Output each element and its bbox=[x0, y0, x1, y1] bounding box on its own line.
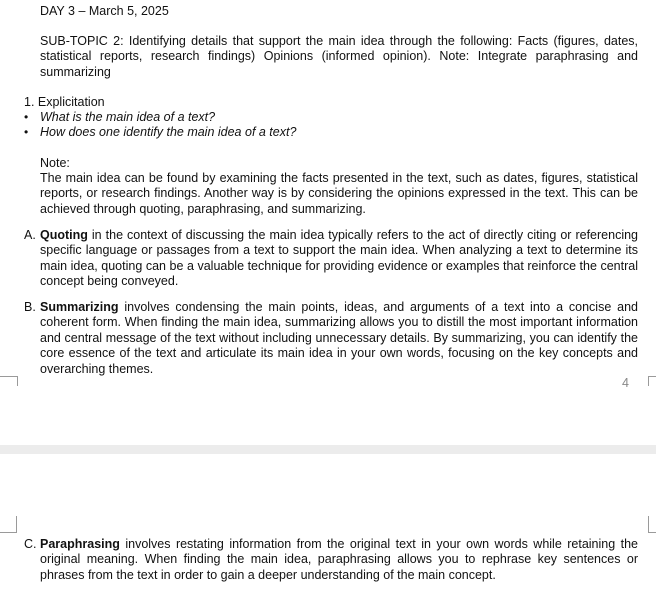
crop-mark bbox=[0, 516, 17, 533]
item-c-label: C. bbox=[24, 537, 37, 551]
question-item: What is the main idea of a text? bbox=[40, 110, 216, 124]
item-c-text: involves restating information from the original text in your own words while retaining the original meaning. When finding the main idea, paraphrasing allows you to rephrase key sentences or phrases from the text in order to gain a deeper understanding of the main concept. bbox=[40, 537, 638, 582]
item-b-term: Summarizing bbox=[40, 300, 119, 314]
note-label: Note: bbox=[40, 156, 70, 170]
crop-mark bbox=[648, 376, 656, 386]
day-heading: DAY 3 – March 5, 2025 bbox=[40, 4, 169, 18]
item-a-text: in the context of discussing the main idea typically refers to the act of directly citing or referencing specific language or passages from a text to support the main idea. When analyzing a text to determine its main idea, quoting can be a valuable technique for providing evidence or examples that reinforce the central concept being conveyed. bbox=[40, 228, 638, 289]
item-b-paragraph bbox=[40, 300, 638, 377]
section-heading: 1. Explicitation bbox=[24, 95, 105, 109]
document-page-5 bbox=[0, 454, 656, 605]
note-text: The main idea can be found by examining the facts presented in the text, such as dates, figures, statistical reports, or research findings. Another way is by considering the opinions expressed in the text. This can be achieved through quoting, paraphrasing, and summarizing. bbox=[40, 171, 638, 216]
page-separator bbox=[0, 445, 656, 454]
bullet-dot: • bbox=[24, 110, 29, 124]
item-b-label: B. bbox=[24, 300, 36, 314]
item-a-paragraph bbox=[40, 228, 638, 290]
item-c-paragraph bbox=[40, 537, 638, 583]
crop-mark bbox=[648, 516, 656, 533]
bullet-dot: • bbox=[24, 125, 29, 139]
item-a-term: Quoting bbox=[40, 228, 88, 242]
item-b-text: involves condensing the main points, ideas, and arguments of a text into a concise and coherent form. When finding the main idea, summarizing allows you to distill the most important information and central message of the text without including unnecessary details. By summarizing, you can identify the core essence of the text and articulate its main idea in your own words, focusing on the key concepts and overarching themes. bbox=[40, 300, 638, 376]
item-c-term: Paraphrasing bbox=[40, 537, 120, 551]
question-item: How does one identify the main idea of a text? bbox=[40, 125, 297, 139]
subtopic-heading: SUB-TOPIC 2: Identifying details that support the main idea through the following: Facts (figures, dates, statistical reports, research findings) Opinions (informed opinion). Note: Integrate paraphrasing and summarizing bbox=[40, 34, 638, 79]
item-a-label: A. bbox=[24, 228, 36, 242]
page-number: 4 bbox=[622, 376, 629, 390]
crop-mark bbox=[0, 376, 18, 386]
